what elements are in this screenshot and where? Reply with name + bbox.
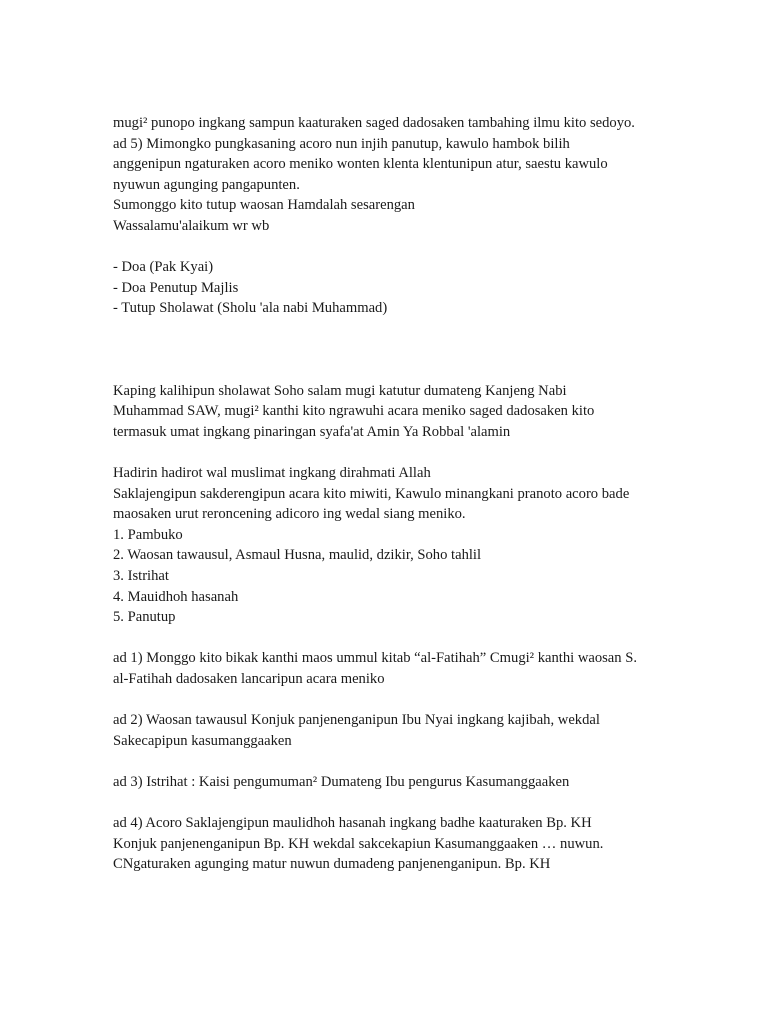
ad2-paragraph [113, 710, 673, 751]
text-line: nyuwun agunging pangapunten. [113, 176, 300, 193]
text-line: Hadirin hadirot wal muslimat ingkang dirahmati Allah [113, 465, 431, 482]
text-line: maosaken urut reroncening adicoro ing wedal siang meniko. [113, 506, 466, 523]
blank-line [113, 751, 673, 772]
ad4-paragraph [113, 813, 673, 875]
text-line: Konjuk panjenenganipun Bp. KH wekdal sakcekapiun Kasumanggaaken … nuwun. [113, 835, 604, 852]
text-line: Sakecapipun kasumanggaaken [113, 732, 292, 749]
agenda-item: 1. Pambuko [113, 526, 183, 543]
text-line: al-Fatihah dadosaken lancaripun acara meniko [113, 671, 385, 688]
agenda-item: 2. Waosan tawausul, Asmaul Husna, maulid, dzikir, Soho tahlil [113, 547, 482, 564]
ad3-paragraph [113, 772, 673, 793]
list-item: - Doa Penutup Majlis [113, 279, 239, 296]
closing-list [113, 257, 673, 319]
text-line: Saklajengipun sakderengipun acara kito miwiti, Kawulo minangkani pranoto acoro bade [113, 485, 630, 502]
text-line: Kaping kalihipun sholawat Soho salam mugi katutur dumateng Kanjeng Nabi [113, 382, 567, 399]
blank-line [113, 628, 673, 649]
text-line: ad 5) Mimongko pungkasaning acoro nun injih panutup, kawulo hambok bilih [113, 135, 570, 152]
document-page [113, 113, 673, 875]
text-line: anggenipun ngaturaken acoro meniko wonten klenta klentunipun atur, saestu kawulo [113, 156, 608, 173]
text-line: Sumonggo kito tutup waosan Hamdalah sesarengan [113, 197, 415, 214]
agenda-list [113, 525, 673, 628]
text-line: termasuk umat ingkang pinaringan syafa'at Amin Ya Robbal 'alamin [113, 423, 511, 440]
blank-line [113, 237, 673, 258]
blank-line [113, 793, 673, 814]
agenda-item: 4. Mauidhoh hasanah [113, 588, 239, 605]
intro-paragraph [113, 113, 673, 237]
sholawat-paragraph [113, 381, 673, 443]
text-line: ad 4) Acoro Saklajengipun maulidhoh hasanah ingkang badhe kaaturaken Bp. KH [113, 815, 592, 832]
text-line: ad 2) Waosan tawausul Konjuk panjenenganipun Ibu Nyai ingkang kajibah, wekdal [113, 712, 600, 729]
list-item: - Tutup Sholawat (Sholu 'ala nabi Muhammad) [113, 300, 388, 317]
text-line: ad 3) Istrihat : Kaisi pengumuman² Dumateng Ibu pengurus Kasumanggaaken [113, 774, 570, 791]
text-line: ad 1) Monggo kito bikak kanthi maos ummul kitab “al-Fatihah” Cmugi² kanthi waosan S. [113, 650, 637, 667]
agenda-item: 3. Istrihat [113, 568, 169, 585]
agenda-item: 5. Panutup [113, 609, 176, 626]
blank-line [113, 443, 673, 464]
text-line: CNgaturaken agunging matur nuwun dumadeng panjenenganipun. Bp. KH [113, 856, 551, 873]
text-line: Wassalamu'alaikum wr wb [113, 217, 270, 234]
text-line: mugi² punopo ingkang sampun kaaturaken saged dadosaken tambahing ilmu kito sedoyo. [113, 115, 635, 131]
agenda-intro-paragraph [113, 463, 673, 525]
list-item: - Doa (Pak Kyai) [113, 259, 214, 276]
text-line: Muhammad SAW, mugi² kanthi kito ngrawuhi acara meniko saged dadosaken kito [113, 403, 595, 420]
blank-line [113, 690, 673, 711]
ad1-paragraph [113, 648, 673, 689]
blank-space [113, 319, 673, 381]
